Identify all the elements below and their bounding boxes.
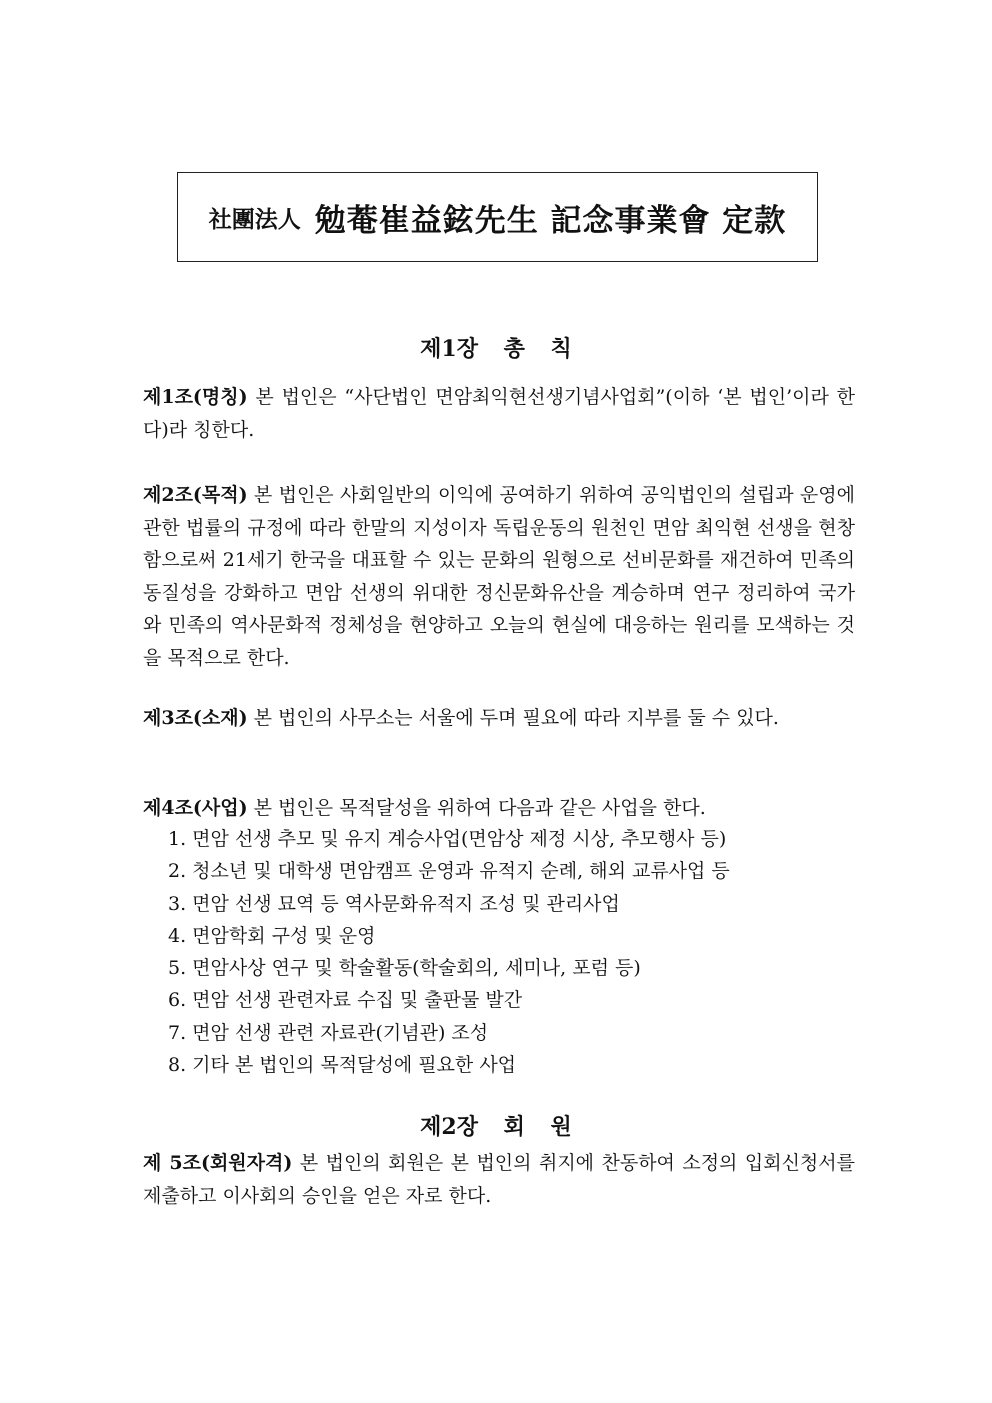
list-item: 6. 면암 선생 관련자료 수집 및 출판물 발간 bbox=[168, 989, 523, 1012]
article-3-body: 본 법인의 사무소는 서울에 두며 필요에 따라 지부를 둘 수 있다. bbox=[247, 707, 779, 729]
title-prefix: 社團法人 bbox=[208, 205, 301, 233]
article-4-item-list bbox=[168, 823, 858, 1081]
article-4 bbox=[143, 792, 855, 825]
document-title-box bbox=[177, 172, 818, 262]
article-2 bbox=[143, 479, 855, 674]
article-1-body: 본 법인은 “사단법인 면암최익현선생기념사업회”(이하 ‘본 법인’이라 한다)라 칭한다. bbox=[143, 386, 855, 441]
article-4-body: 본 법인은 목적달성을 위하여 다음과 같은 사업을 한다. bbox=[247, 797, 706, 819]
document-title: 勉菴崔益鉉先生 記念事業會 定款 bbox=[314, 202, 787, 239]
list-item: 3. 면암 선생 묘역 등 역사문화유적지 조성 및 관리사업 bbox=[168, 892, 620, 915]
article-5 bbox=[143, 1147, 855, 1212]
chapter-2-title: 제2장 회 원 bbox=[420, 1114, 572, 1140]
list-item: 8. 기타 본 법인의 목적달성에 필요한 사업 bbox=[168, 1054, 517, 1077]
article-3-heading: 제3조(소재) bbox=[143, 707, 248, 729]
article-2-heading: 제2조(목적) bbox=[143, 484, 248, 506]
article-4-heading: 제4조(사업) bbox=[143, 797, 248, 819]
article-5-heading: 제 5조(회원자격) bbox=[143, 1152, 293, 1174]
list-item: 2. 청소년 및 대학생 면암캠프 운영과 유적지 순례, 해외 교류사업 등 bbox=[168, 860, 730, 883]
article-1-heading: 제1조(명칭) bbox=[143, 386, 248, 408]
list-item: 7. 면암 선생 관련 자료관(기념관) 조성 bbox=[168, 1021, 489, 1044]
list-item: 1. 면암 선생 추모 및 유지 계승사업(면암상 제정 시상, 추모행사 등) bbox=[168, 828, 727, 850]
article-2-body: 본 법인은 사회일반의 이익에 공여하기 위하여 공익법인의 설립과 운영에 관한 법률의 규정에 따라 한말의 지성이자 독립운동의 원천인 면암 최익현 선생을 현창함으로써 21세기 한국을 대표할 수 있는 문화의 원형으로 선비문화를 재건하여 민족의 동질성을 강화하고 면암 선생의 위대한 정신문화유산을 계승하며 연구 정리하여 국가와 민족의 역사문화적 정체성을 현양하고 오늘의 현실에 대응하는 원리를 모색하는 것을 목적으로 한다. bbox=[143, 484, 855, 669]
article-1 bbox=[143, 381, 855, 446]
article-3 bbox=[143, 702, 855, 735]
article-5-body: 본 법인의 회원은 본 법인의 취지에 찬동하여 소정의 입회신청서를 제출하고 이사회의 승인을 얻은 자로 한다. bbox=[143, 1152, 855, 1207]
chapter-1-title: 제1장 총 칙 bbox=[420, 336, 572, 362]
list-item: 4. 면암학회 구성 및 운영 bbox=[168, 924, 376, 947]
list-item: 5. 면암사상 연구 및 학술활동(학술회의, 세미나, 포럼 등) bbox=[168, 957, 641, 980]
